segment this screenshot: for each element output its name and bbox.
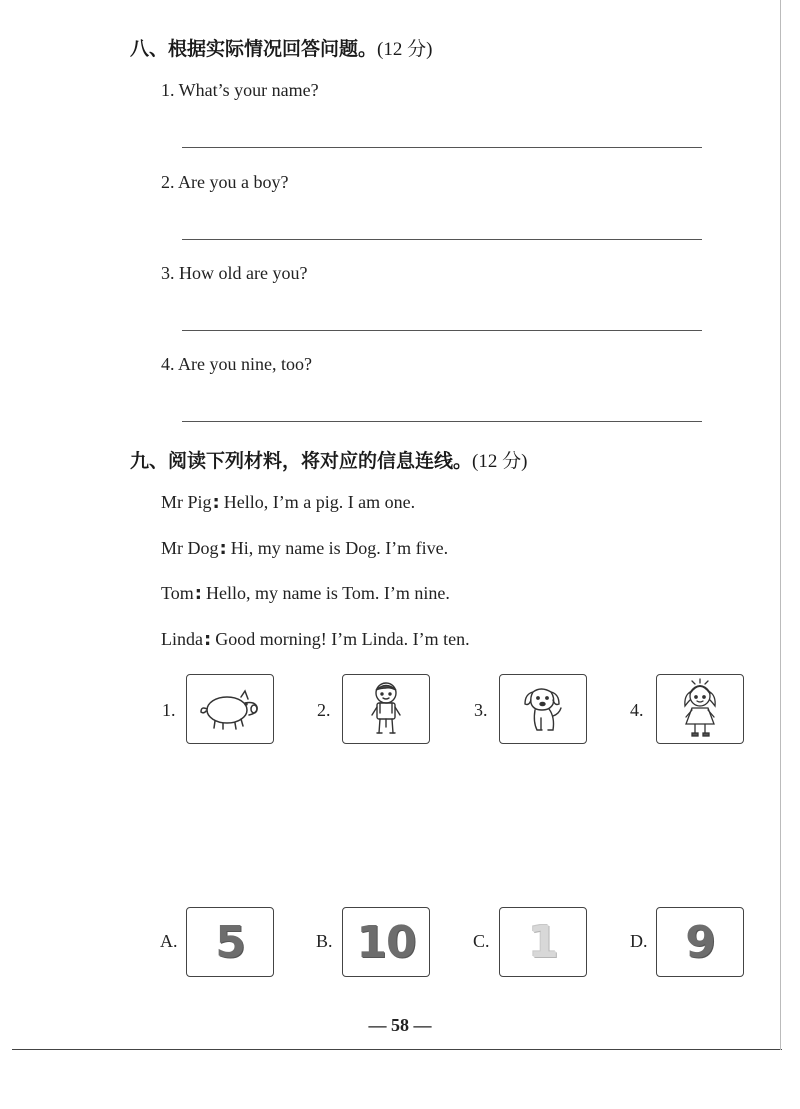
speech-text: Hello, I’m a pig. I am one. (223, 492, 416, 512)
picture-label-2: 2. (317, 700, 331, 720)
answer-line-3[interactable] (182, 330, 702, 331)
picture-box-girl[interactable] (656, 674, 744, 744)
number-value: 9 (685, 916, 715, 968)
speech-text: Hello, my name is Tom. I’m nine. (205, 583, 450, 603)
page-number: — 58 — (368, 1015, 432, 1035)
section-9-title: 九、阅读下列材料，将对应的信息连线。 (130, 450, 473, 472)
section-8-heading (130, 34, 432, 61)
page-edge (780, 0, 781, 1050)
answer-line-1[interactable] (182, 147, 702, 148)
number-label-b: B. (316, 931, 333, 951)
question-2: 2. Are you a boy? (161, 172, 289, 192)
passage-line-pig: Mr Pig: Hello, I’m a pig. I am one. (161, 492, 416, 513)
picture-label-3: 3. (474, 700, 488, 720)
number-value: 5 (215, 916, 245, 968)
picture-box-boy[interactable] (342, 674, 430, 744)
number-label-a: A. (160, 931, 178, 951)
pig-icon (195, 683, 265, 735)
footer-divider (12, 1049, 782, 1050)
number-label-c: C. (473, 931, 490, 951)
number-value: 1 (528, 916, 558, 968)
number-value: 10 (356, 916, 416, 968)
boy-icon (366, 679, 406, 739)
speaker-name: Linda (161, 629, 203, 649)
question-3: 3. How old are you? (161, 263, 308, 283)
dog-icon (519, 682, 567, 736)
speaker-name: Mr Dog (161, 538, 219, 558)
number-box-d[interactable] (656, 907, 744, 977)
section-9-score: (12 分) (472, 451, 528, 472)
question-1: 1. What’s your name? (161, 80, 319, 100)
answer-line-2[interactable] (182, 239, 702, 240)
picture-label-4: 4. (630, 700, 644, 720)
speaker-name: Tom (161, 583, 194, 603)
speech-text: Hi, my name is Dog. I’m five. (230, 538, 449, 558)
picture-box-dog[interactable] (499, 674, 587, 744)
number-box-c[interactable] (499, 907, 587, 977)
passage-line-linda: Linda: Good morning! I’m Linda. I’m ten. (161, 629, 470, 650)
girl-icon (677, 678, 723, 740)
speaker-name: Mr Pig (161, 492, 212, 512)
picture-box-pig[interactable] (186, 674, 274, 744)
number-label-d: D. (630, 931, 648, 951)
section-8-score: (12 分) (377, 39, 433, 60)
section-8-title: 八、根据实际情况回答问题。 (130, 38, 378, 60)
number-box-b[interactable] (342, 907, 430, 977)
answer-line-4[interactable] (182, 421, 702, 422)
section-9-heading (130, 446, 527, 473)
speech-text: Good morning! I’m Linda. I’m ten. (215, 629, 470, 649)
passage-line-dog: Mr Dog: Hi, my name is Dog. I’m five. (161, 538, 449, 559)
passage-line-tom: Tom: Hello, my name is Tom. I’m nine. (161, 583, 450, 604)
number-box-a[interactable] (186, 907, 274, 977)
question-4: 4. Are you nine, too? (161, 354, 312, 374)
picture-label-1: 1. (162, 700, 176, 720)
